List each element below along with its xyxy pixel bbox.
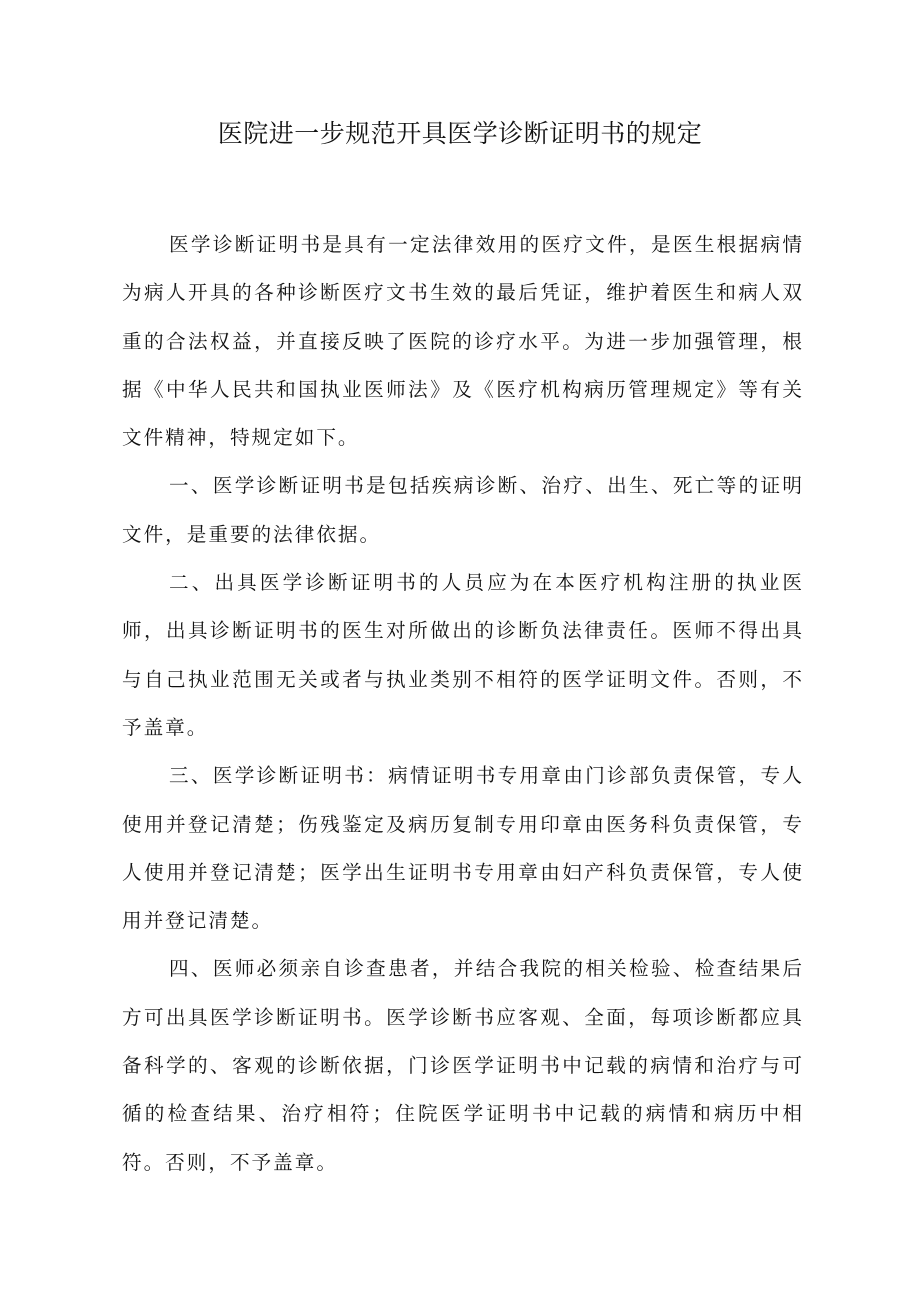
document-title: 医院进一步规范开具医学诊断证明书的规定 xyxy=(217,119,703,148)
paragraph-item-4: 四、医师必须亲自诊查患者，并结合我院的相关检验、检查结果后方可出具医学诊断证明书。医学诊断书应客观、全面，每项诊断都应具备科学的、客观的诊断依据，门诊医学证明书中记载的病情和治疗与可循的检查结果、治疗相符；住院医学证明书中记载的病情和病历中相符。否则，不予盖章。 xyxy=(122,957,804,1174)
document-body xyxy=(122,221,804,1187)
paragraph-intro: 医学诊断证明书是具有一定法律效用的医疗文件，是医生根据病情为病人开具的各种诊断医疗文书生效的最后凭证，维护着医生和病人双重的合法权益，并直接反映了医院的诊疗水平。为进一步加强管理，根据《中华人民共和国执业医师法》及《医疗机构病历管理规定》等有关文件精神，特规定如下。 xyxy=(122,233,804,450)
paragraph-item-2: 二、出具医学诊断证明书的人员应为在本医疗机构注册的执业医师，出具诊断证明书的医生对所做出的诊断负法律责任。医师不得出具与自己执业范围无关或者与执业类别不相符的医学证明文件。否则，不予盖章。 xyxy=(122,571,804,739)
paragraph-item-1: 一、医学诊断证明书是包括疾病诊断、治疗、出生、死亡等的证明文件，是重要的法律依据。 xyxy=(122,474,804,546)
paragraph-item-3: 三、医学诊断证明书：病情证明书专用章由门诊部负责保管，专人使用并登记清楚；伤残鉴定及病历复制专用印章由医务科负责保管，专人使用并登记清楚；医学出生证明书专用章由妇产科负责保管，专人使用并登记清楚。 xyxy=(122,764,804,933)
